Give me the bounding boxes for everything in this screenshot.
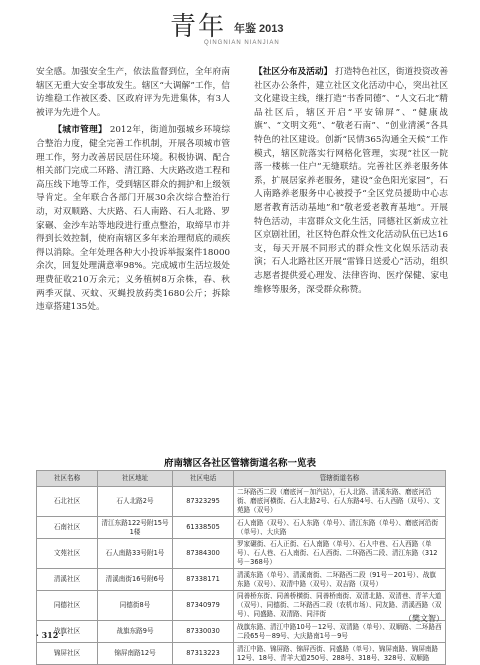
cell-name: 清溪社区 (37, 569, 98, 591)
header-streets: 管辖街道名称 (234, 471, 446, 487)
header-community-name: 社区名称 (37, 471, 98, 487)
header-community-address: 社区地址 (98, 471, 173, 487)
right-column (254, 66, 448, 301)
cell-name: 同德社区 (37, 591, 98, 621)
cell-address: 石人南路33号附1号 (98, 539, 173, 569)
cell-address: 战旗东路9号 (98, 621, 173, 643)
cell-address: 锦屏南路12号 (98, 643, 173, 665)
table-row (37, 487, 446, 517)
cell-streets: 二环路西二段（磨底河－加汽站），石人北路、清溪东路、磨底河沿街、磨底河横街、石人北路2号、石人东路4号、石人西路（双号）、文苑路（双号） (234, 487, 446, 517)
cell-address: 清江东路122号附15号1楼 (98, 517, 173, 539)
cell-name: 石北社区 (37, 487, 98, 517)
left-column (36, 66, 230, 319)
cell-phone: 87330030 (173, 621, 234, 643)
page-header (0, 0, 480, 50)
cell-name: 石南社区 (37, 517, 98, 539)
cell-streets: 清溪东路（单号）、清溪南街、二环路西二段（91号－201号）、战旗东路（双号）、双清中路（双号）、双吉路（双号） (234, 569, 446, 591)
table-row (37, 621, 446, 643)
right-para-1 (254, 66, 448, 297)
table-row (37, 539, 446, 569)
logo-chars: 青年 (170, 12, 227, 42)
page-number: · 312 · (36, 630, 64, 640)
logo-year-label: 年鉴 2013 (234, 23, 284, 35)
cell-streets: 战旗东路、清江中路10号－12号、双清路（单号）、双顺路、二环路西二段65号－89号、大庆路南1号－9号 (234, 621, 446, 643)
left-para-1: 安全感。加强安全生产，依法监督到位，全年府南辖区无重大安全事故发生。辖区“大调解”工作，信访维稳工作被区委、区政府评为先进集体，有3人被评为先进个人。 (36, 67, 230, 118)
left-para-2 (36, 124, 230, 314)
cell-phone: 87384300 (173, 539, 234, 569)
cell-name: 战旗社区 (37, 621, 98, 643)
table-row (37, 591, 446, 621)
table-row (37, 517, 446, 539)
right-para-1-body: 打造特色社区，街道投资改善社区办公条件，建立社区文化活动中心，突出社区文化建设主线，继打造“书香同德”、“人文石北”精品社区后，辖区开启“平安锦屏”、“健康战旗”、“文明文苑”、“敬老石南”、“创业清溪”各具特色的社区建设。创新“民情365沟通全天候”工作模式，辖区院落实行网格化管理，实现“社区一院落一楼栋一住户”无缝联结。完善社区养老服务体系，扩展居家养老服务，建设“金色阳光家园”，石人南路养老服务中心被授予“全区党员援助中心志愿者教育活动基地”和“敬老爱老教育基地”。开展特色活动，丰富群众文化生活，同德社区新成立社区京剧社团，社区特色群众性文化活动队伍已达16支，每天开展不同形式的群众性文化娱乐活动表演；石人北路社区开展“雷锋日送爱心”活动，组织志愿者提供爱心理发、法律咨询、医疗保健、家电维修等服务，深受群众称赞。 (254, 67, 449, 295)
author-credit: （樊文智） (404, 614, 444, 623)
cell-phone: 87338171 (173, 569, 234, 591)
section-title-community: 【社区分布及活动】 (254, 67, 333, 77)
cell-streets: 罗家碾街、石人正街、石人南路（单号）、石人中巷、石人西路（单号）、石人巷、石人南街、石人西街、二环路西二段、清江东路（312号－368号） (234, 539, 446, 569)
cell-phone: 87340979 (173, 591, 234, 621)
cell-phone: 87313223 (173, 643, 234, 665)
table-header-row (37, 471, 446, 487)
table-title: 府南辖区各社区管辖街道名称一览表 (163, 458, 316, 469)
section-title-city-management: 【城市管理】 (53, 125, 107, 136)
cell-name: 锦屏社区 (37, 643, 98, 665)
cell-address: 石人北路2号 (98, 487, 173, 517)
cell-streets: 石人南路（双号）、石人东路（单号）、清江东路（单号）、磨底河沿街（单号）、大庆路 (234, 517, 446, 539)
yearbook-logo (170, 12, 320, 44)
logo-subtitle: QINGNIAN NIANJIAN (204, 40, 280, 46)
left-para-2-body: 2012年，街道加强城乡环境综合整治力度，健全完善工作机制，开展各项城市管理工作，努力改善居民居住环境。积极协调、配合相关部门完成二环路、清江路、大庆路改造工程和高压线下地等工作，受到辖区群众的拥护和上级领导肯定。全年联合各部门开展30余次综合整治行动，对双顺路、大庆路、石人南路、石人北路、罗家碾、金沙车站等地段进行重点整治，取缔早市并得到长效控制，使府南辖区多年来治理彻底的顽疾得以消除。全年处理各种大小投诉举报案件18000余次，回复处理满意率98%。完成城市生活垃圾处理费征收210万余元；义务植树8万余株，春、秋两季灭鼠、灭蚊、灭蝇投放药类1680公斤；拆除违章搭建135处。 (36, 125, 231, 313)
header-community-phone: 社区电话 (173, 471, 234, 487)
cell-name: 文苑社区 (37, 539, 98, 569)
cell-streets: 同善桥东街、同善桥横街、同善桥南街、双清北路、双清巷、青羊大道（双号）、同德街、二环路西二段（农机市场）、同友路、清溪西路（双号）、同盛路、双清路、同洋街 (234, 591, 446, 621)
cell-phone: 87323295 (173, 487, 234, 517)
community-directory-table (36, 470, 446, 665)
cell-phone: 61338505 (173, 517, 234, 539)
table-row (37, 569, 446, 591)
cell-address: 清溪南街16号附6号 (98, 569, 173, 591)
table-row (37, 643, 446, 665)
cell-streets: 清江中路、锦屏路、锦屏西街、同盛路（单号）、锦屏南路、锦屏南路12号、18号、青羊大道250号、288号、318号、328号、双顺路 (234, 643, 446, 665)
cell-address: 同德街8号 (98, 591, 173, 621)
